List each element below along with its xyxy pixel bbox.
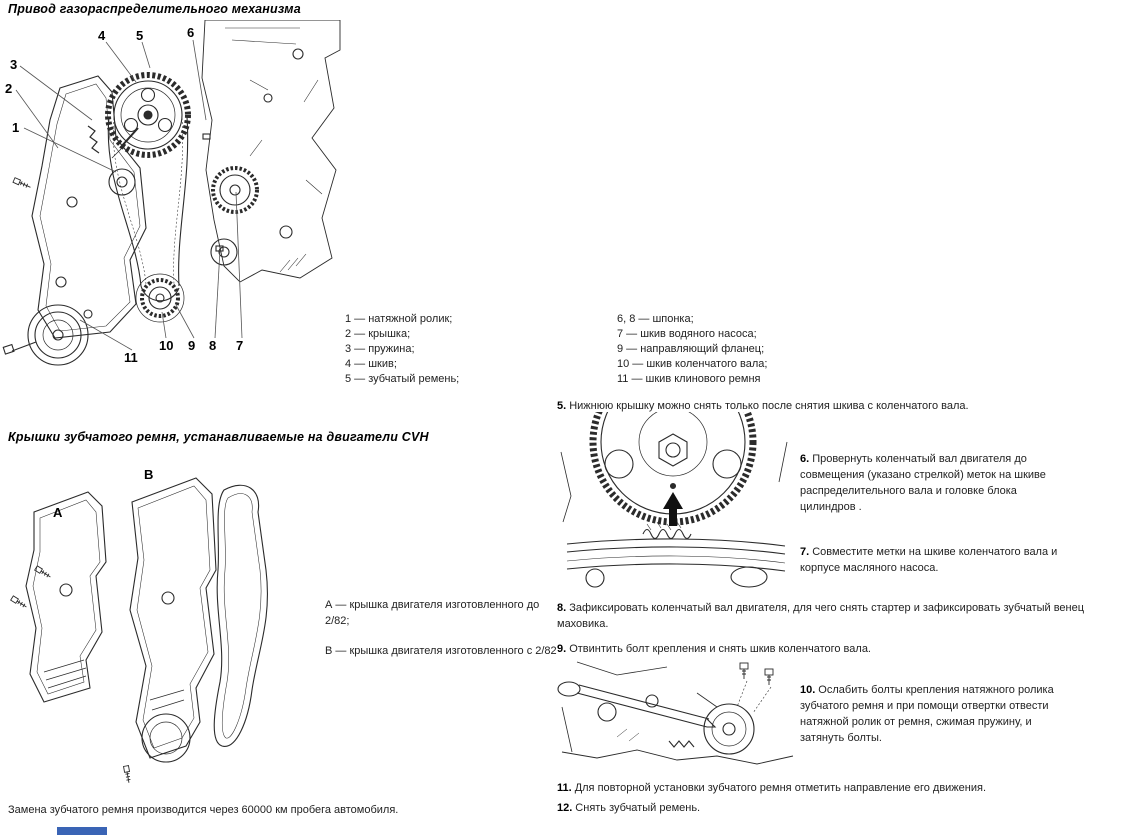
legend-item: 11 — шкив клинового ремня <box>617 373 761 385</box>
legend-item: 10 — шкив коленчатого вала; <box>617 358 768 370</box>
step-11-text: Для повторной установки зубчатого ремня отметить направление его движения. <box>574 782 987 794</box>
step-6-number: 6. <box>800 453 810 465</box>
cover-caption-b: В — крышка двигателя изготовленного с 2/82 <box>325 645 557 657</box>
legend-item: 6, 8 — шпонка; <box>617 313 694 325</box>
step-5-number: 5. <box>557 400 567 412</box>
step-7 <box>800 544 1072 576</box>
step-9 <box>557 641 1132 657</box>
step-8-text: Зафиксировать коленчатый вал двигателя, для чего снять стартер и зафиксировать зубчатый венец маховика. <box>557 602 1085 630</box>
cover-caption-a: А — крышка двигателя изготовленного до 2/82; <box>325 599 540 627</box>
callout-8: 8 <box>209 338 217 353</box>
step-12-number: 12. <box>557 802 573 814</box>
cover-label-b: B <box>144 467 154 482</box>
step-9-text: Отвинтить болт крепления и снять шкив коленчатого вала. <box>569 643 871 655</box>
callout-4: 4 <box>98 28 106 43</box>
step-11-number: 11. <box>557 782 572 794</box>
footer-note: Замена зубчатого ремня производится через 60000 км пробега автомобиля. <box>8 804 399 816</box>
step-6-text: Провернуть коленчатый вал двигателя до совмещения (указано стрелкой) меток на шкиве распределительного вала и головке блока цилиндров . <box>800 453 1046 513</box>
step-10-number: 10. <box>800 684 816 696</box>
legend-item: 3 — пружина; <box>345 343 415 355</box>
step-6 <box>800 451 1072 515</box>
section-title-belt-covers: Крышки зубчатого ремня, устанавливаемые на двигатели CVH <box>8 430 429 444</box>
legend-item: 9 — направляющий фланец; <box>617 343 765 355</box>
callout-2: 2 <box>5 81 13 96</box>
callout-3: 3 <box>10 57 18 72</box>
callout-9: 9 <box>188 338 196 353</box>
legend-item: 7 — шкив водяного насоса; <box>617 328 757 340</box>
step-9-number: 9. <box>557 643 567 655</box>
callout-1: 1 <box>12 120 20 135</box>
page-edge-artifact <box>57 827 107 835</box>
step-10-text: Ослабить болты крепления натяжного ролика зубчатого ремня и при помощи отвертки отвести натяжной ролик от ремня, сжимая пружину, и затянуть болты. <box>800 684 1054 744</box>
legend-item: 2 — крышка; <box>345 328 411 340</box>
step-10 <box>800 682 1072 746</box>
step-8-number: 8. <box>557 602 567 614</box>
callout-10: 10 <box>159 338 174 353</box>
camshaft-sprocket-drawing <box>557 412 795 598</box>
callout-5: 5 <box>136 28 144 43</box>
step-11 <box>557 780 1132 796</box>
callout-6: 6 <box>187 25 195 40</box>
legend-column-1 <box>345 312 459 387</box>
legend-item: 1 — натяжной ролик; <box>345 313 453 325</box>
section-title-timing-drive: Привод газораспределительного механизма <box>8 2 301 16</box>
callout-11: 11 <box>124 350 138 365</box>
step-7-text: Совместите метки на шкиве коленчатого вала и корпусе масляного насоса. <box>800 546 1058 574</box>
belt-covers-illustration <box>0 450 320 795</box>
belt-covers-drawing <box>0 450 320 795</box>
legend-item: 4 — шкив; <box>345 358 397 370</box>
step-5-text: Нижнюю крышку можно снять только после снятия шкива с коленчатого вала. <box>569 400 969 412</box>
step-12 <box>557 800 1132 816</box>
cover-label-a: A <box>53 505 63 520</box>
legend-item: 5 — зубчатый ремень; <box>345 373 460 385</box>
callout-7: 7 <box>236 338 244 353</box>
step-7-number: 7. <box>800 546 810 558</box>
legend-column-2 <box>617 312 767 387</box>
camshaft-sprocket-illustration <box>557 412 795 598</box>
step-12-text: Снять зубчатый ремень. <box>575 802 701 814</box>
tensioner-release-illustration <box>557 657 797 777</box>
step-8 <box>557 600 1112 632</box>
tensioner-release-drawing <box>557 657 797 777</box>
